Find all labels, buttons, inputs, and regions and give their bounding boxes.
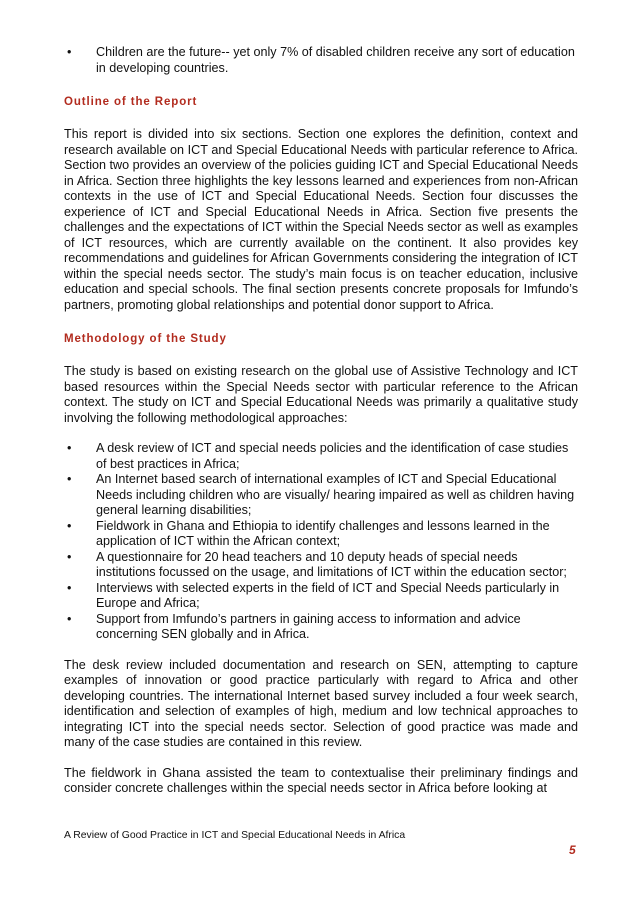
bullet-text: A desk review of ICT and special needs policies and the identification of case studies of best practices in Africa;: [96, 441, 569, 471]
bullet-icon: •: [67, 518, 72, 533]
list-item: [64, 612, 578, 643]
bullet-icon: •: [67, 611, 72, 626]
methodology-bullet-list: [64, 441, 578, 643]
section-heading-outline: Outline of the Report: [64, 96, 198, 108]
bullet-icon: •: [67, 549, 72, 564]
bullet-icon: •: [67, 441, 72, 455]
bullet-text: Children are the future-- yet only 7% of disabled children receive any sort of education in developing countries.: [96, 45, 575, 75]
section-heading-methodology: Methodology of the Study: [64, 333, 227, 345]
methodology-paragraph: The study is based on existing research on the global use of Assistive Technology and ICT based resources within the Special Needs sector with particular reference to the African context. The study on ICT and Special Educational Needs was primarily a qualitative study involving the following methodological approaches:: [64, 364, 578, 425]
list-item: [64, 441, 578, 472]
fieldwork-paragraph: The fieldwork in Ghana assisted the team to contextualise their preliminary findings and consider concrete challenges within the special needs sector in Africa before looking at: [64, 765, 578, 795]
bullet-text: Interviews with selected experts in the field of ICT and Special Needs particularly in Europe and Africa;: [96, 580, 560, 610]
bullet-icon: •: [67, 472, 72, 486]
desk-review-paragraph: The desk review included documentation and research on SEN, attempting to capture examples of innovation or good practice particularly with regard to Africa and other developing countries. The international Internet based survey included a four week search, identification and selection of examples of high, medium and low technical approaches to integrating ICT into the special needs sector. Selection of good practice was made and many of the case studies are contained in this review.: [64, 657, 578, 749]
bullet-icon: •: [67, 580, 72, 595]
intro-bullet-list: [64, 45, 578, 76]
list-item: [64, 550, 578, 581]
bullet-text: An Internet based search of international examples of ICT and Special Educational Needs including children who are visually/ hearing impaired as well as children having general learning disabilities;: [96, 472, 575, 517]
page-footer: A Review of Good Practice in ICT and Special Educational Needs in Africa: [64, 830, 406, 841]
page-number: 5: [569, 843, 576, 857]
bullet-text: A questionnaire for 20 head teachers and 10 deputy heads of special needs institutions focussed on the usage, and limitations of ICT within the education sector;: [96, 549, 567, 579]
bullet-text: Fieldwork in Ghana and Ethiopia to identify challenges and lessons learned in the application of ICT within the African context;: [96, 518, 550, 548]
list-item: [64, 472, 578, 519]
list-item: [64, 519, 578, 550]
outline-paragraph: This report is divided into six sections. Section one explores the definition, context and research available on ICT and Special Educational Needs with particular reference to Africa. Section two provides an overview of the policies guiding ICT and Special Educational Needs in Africa. Section three highlights the key lessons learned and experiences from non-African contexts in the use of ICT and Special Educational Needs. Section four discusses the experience of ICT and Special Educational Needs in Africa. Section five presents the challenges and the expectations of ICT within the Special Needs sector as well as examples of ICT resources, which are currently available on the continent. It also provides key recommendations and guidelines for African Governments considering the integration of ICT within the special needs sector. The study’s main focus is on teacher education, inclusive education and special schools. The final section presents concrete proposals for Imfundo’s partners, promoting global relationships and potential donor support to Africa.: [64, 127, 578, 312]
bullet-text: Support from Imfundo’s partners in gaining access to information and advice concerning SEN globally and in Africa.: [96, 611, 521, 641]
bullet-icon: •: [67, 45, 72, 59]
list-item: [64, 45, 578, 76]
document-page: [64, 45, 578, 797]
list-item: [64, 581, 578, 612]
